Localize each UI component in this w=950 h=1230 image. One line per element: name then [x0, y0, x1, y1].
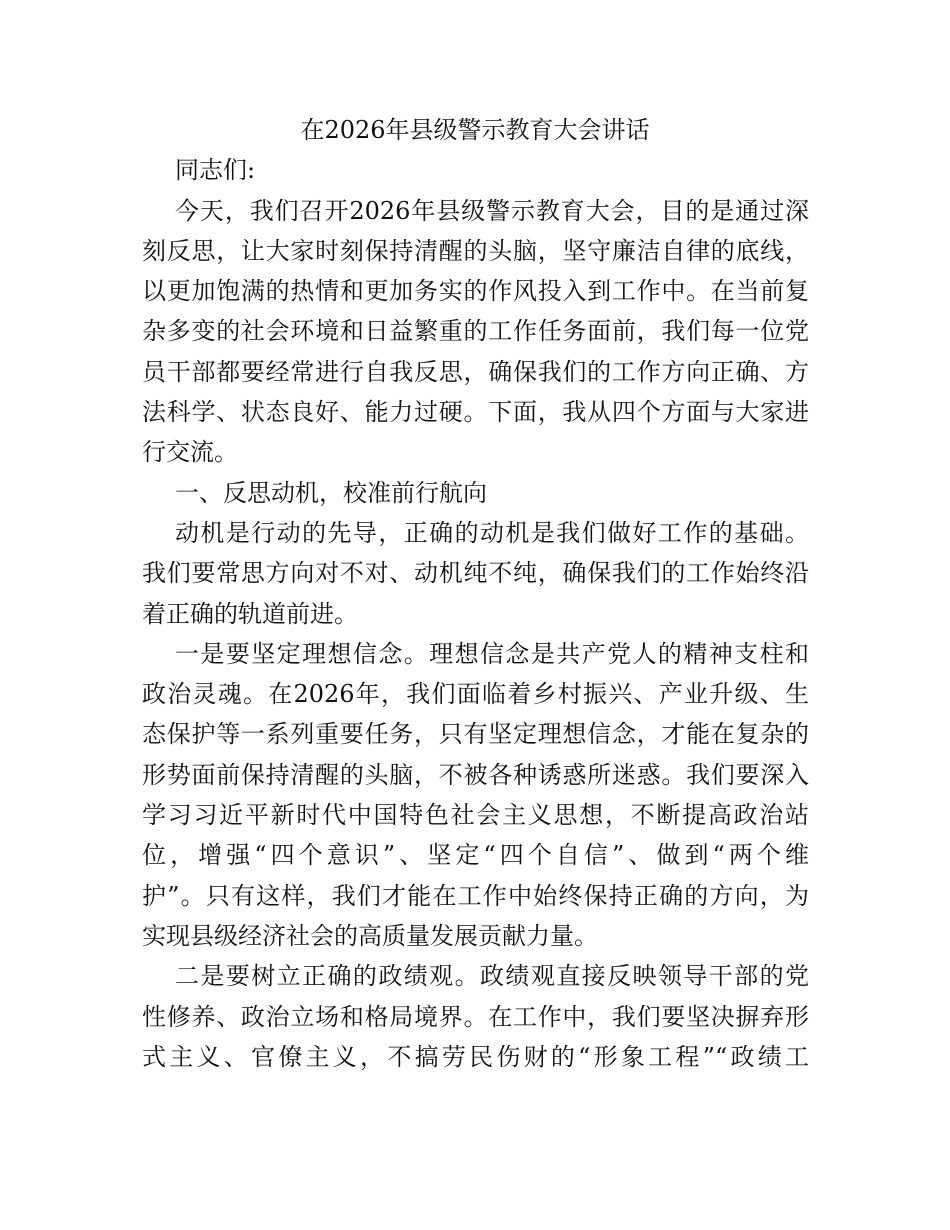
text-line: 二是要树立正确的政绩观。政绩观直接反映领导干部的党 — [175, 962, 809, 991]
text-line: 同志们: — [175, 156, 256, 185]
text-line: 态保护等一系列重要任务，只有坚定理想信念，才能在复杂的 — [142, 720, 809, 749]
text-line: 式主义、官僚主义，不搞劳民伤财的“形象工程”“政绩工 — [142, 1042, 809, 1071]
text-line: 法科学、状态良好、能力过硬。下面，我从四个方面与大家进 — [142, 398, 809, 427]
text-line: 学习习近平新时代中国特色社会主义思想，不断提高政治站 — [142, 801, 809, 830]
text-line: 我们要常思方向对不对、动机纯不纯，确保我们的工作始终沿 — [142, 559, 809, 588]
text-line: 护”。只有这样，我们才能在工作中始终保持正确的方向，为 — [142, 881, 809, 910]
text-line: 员干部都要经常进行自我反思，确保我们的工作方向正确、方 — [142, 357, 809, 386]
paragraph — [142, 956, 809, 1077]
text-line: 一、反思动机，校准前行航向 — [175, 478, 487, 507]
paragraph — [142, 634, 809, 956]
text-line: 位，增强“四个意识”、坚定“四个自信”、做到“两个维 — [142, 841, 809, 870]
text-line: 动机是行动的先导，正确的动机是我们做好工作的基础。 — [175, 518, 809, 547]
text-line: 杂多变的社会环境和日益繁重的工作任务面前，我们每一位党 — [142, 317, 809, 346]
text-line: 着正确的轨道前进。 — [142, 599, 358, 628]
paragraph — [142, 150, 809, 190]
text-line: 政治灵魂。在2026年，我们面临着乡村振兴、产业升级、生 — [142, 680, 809, 709]
text-line: 以更加饱满的热情和更加务实的作风投入到工作中。在当前复 — [142, 277, 809, 306]
text-line: 实现县级经济社会的高质量发展贡献力量。 — [142, 921, 598, 950]
document-body — [142, 150, 809, 1077]
text-line: 一是要坚定理想信念。理想信念是共产党人的精神支柱和 — [175, 639, 809, 668]
document-title: 在2026年县级警示教育大会讲话 — [300, 116, 650, 144]
document-page — [142, 110, 809, 1077]
paragraph — [142, 473, 809, 513]
paragraph — [142, 513, 809, 634]
text-line: 形势面前保持清醒的头脑，不被各种诱惑所迷惑。我们要深入 — [142, 760, 809, 789]
text-line: 刻反思，让大家时刻保持清醒的头脑，坚守廉洁自律的底线， — [142, 236, 809, 265]
text-line: 性修养、政治立场和格局境界。在工作中，我们要坚决摒弃形 — [142, 1002, 809, 1031]
paragraph — [142, 191, 809, 473]
text-line: 行交流。 — [142, 438, 238, 467]
text-line: 今天，我们召开2026年县级警示教育大会，目的是通过深 — [175, 196, 809, 225]
